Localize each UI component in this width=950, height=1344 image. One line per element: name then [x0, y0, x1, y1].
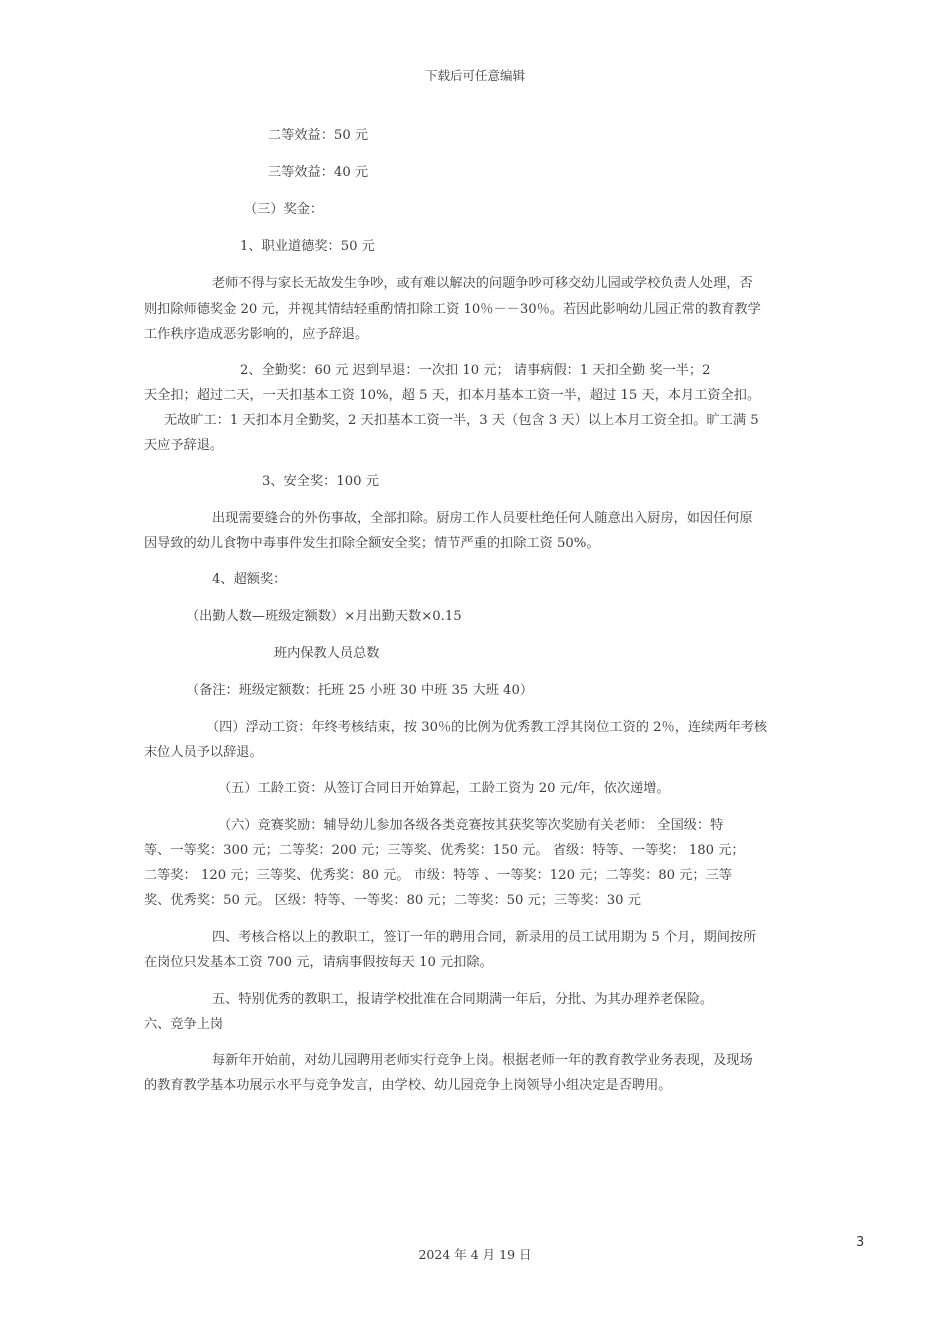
- paragraph-line: （四）浮动工资：年终考核结束，按 30％的比例为优秀教工浮其岗位工资的 2％，连续两年考核: [206, 720, 768, 735]
- formula-numerator: （出勤人数—班级定额数）×月出勤天数×0.15: [186, 609, 462, 624]
- paragraph-line: 因导致的幼儿食物中毒事件发生扣除全额安全奖；情节严重的扣除工资 50%。: [144, 536, 600, 551]
- text-line: 三等效益：40 元: [268, 165, 369, 180]
- paragraph-line: 五、特别优秀的教职工，报请学校批准在合同期满一年后，分批、为其办理养老保险。: [212, 992, 714, 1007]
- paragraph-line: 天全扣；超过二天，一天扣基本工资 10%，超 5 天，扣本月基本工资一半，超过 15 天，本月工资全扣。: [144, 388, 761, 403]
- paragraph-line: 在岗位只发基本工资 700 元，请病事假按每天 10 元扣除。: [144, 955, 493, 970]
- section-heading: （三）奖金：: [244, 202, 324, 217]
- paragraph-line: （五）工龄工资：从签订合同日开始算起，工龄工资为 20 元/年，依次递增。: [218, 781, 670, 796]
- paragraph-line: 奖、优秀奖：50 元。 区级：特等、一等奖：80 元；二等奖：50 元；三等奖：30 元: [144, 893, 641, 908]
- formula-denominator: 班内保教人员总数: [274, 646, 380, 661]
- note-line: （备注：班级定额数：托班 25 小班 30 中班 35 大班 40）: [186, 683, 534, 698]
- paragraph-line: 每新年开始前，对幼儿园聘用老师实行竞争上岗。根据老师一年的教育教学业务表现，及现场: [212, 1053, 753, 1068]
- paragraph-line: 出现需要缝合的外伤事故，全部扣除。厨房工作人员要杜绝任何人随意出入厨房，如因任何原: [212, 511, 753, 526]
- footer-date: 2024 年 4 月 19 日: [418, 1247, 532, 1262]
- paragraph-line: 天应予辞退。: [144, 438, 224, 453]
- page-header: 下载后可任意编辑: [424, 68, 525, 83]
- paragraph-line: 末位人员予以辞退。: [144, 745, 263, 760]
- paragraph-line: 则扣除师德奖金 20 元，并视其情结轻重酌情扣除工资 10％－－30％。若因此影响幼儿园正常的教育教学: [144, 302, 761, 317]
- paragraph-line: 老师不得与家长无故发生争吵，或有难以解决的问题争吵可移交幼儿园或学校负责人处理，否: [212, 276, 753, 291]
- section-heading: 六、竞争上岗: [144, 1017, 224, 1032]
- text-line: 1、职业道德奖：50 元: [240, 239, 375, 254]
- paragraph-line: 等、一等奖：300 元；二等奖：200 元；三等奖、优秀奖：150 元。 省级：特等、一等奖： 180 元；: [144, 843, 745, 858]
- paragraph-line: 无故旷工：1 天扣本月全勤奖，2 天扣基本工资一半，3 天（包含 3 天）以上本月工资全扣。旷工满 5: [164, 413, 759, 428]
- paragraph-line: 的教育教学基本功展示水平与竞争发言，由学校、幼儿园竞争上岗领导小组决定是否聘用。: [144, 1078, 672, 1093]
- page-number: 3: [856, 1235, 865, 1250]
- paragraph-line: 二等奖： 120 元；三等奖、优秀奖：80 元。 市级：特等 、一等奖：120 元；二等奖：80 元；三等: [144, 868, 732, 883]
- text-line: 二等效益：50 元: [268, 128, 369, 143]
- paragraph-line: 四、考核合格以上的教职工，签订一年的聘用合同，新录用的员工试用期为 5 个月，期间按所: [212, 930, 757, 945]
- text-line: 4、超额奖：: [212, 572, 287, 587]
- paragraph-line: （六）竞赛奖励：辅导幼儿参加各级各类竞赛按其获奖等次奖励有关老师： 全国级：特: [218, 818, 724, 833]
- text-line: 3、安全奖：100 元: [262, 474, 379, 489]
- paragraph-line: 工作秩序造成恶劣影响的，应予辞退。: [144, 327, 369, 342]
- paragraph-line: 2、全勤奖：60 元 迟到早退：一次扣 10 元； 请事病假：1 天扣全勤 奖一半；2: [240, 363, 711, 378]
